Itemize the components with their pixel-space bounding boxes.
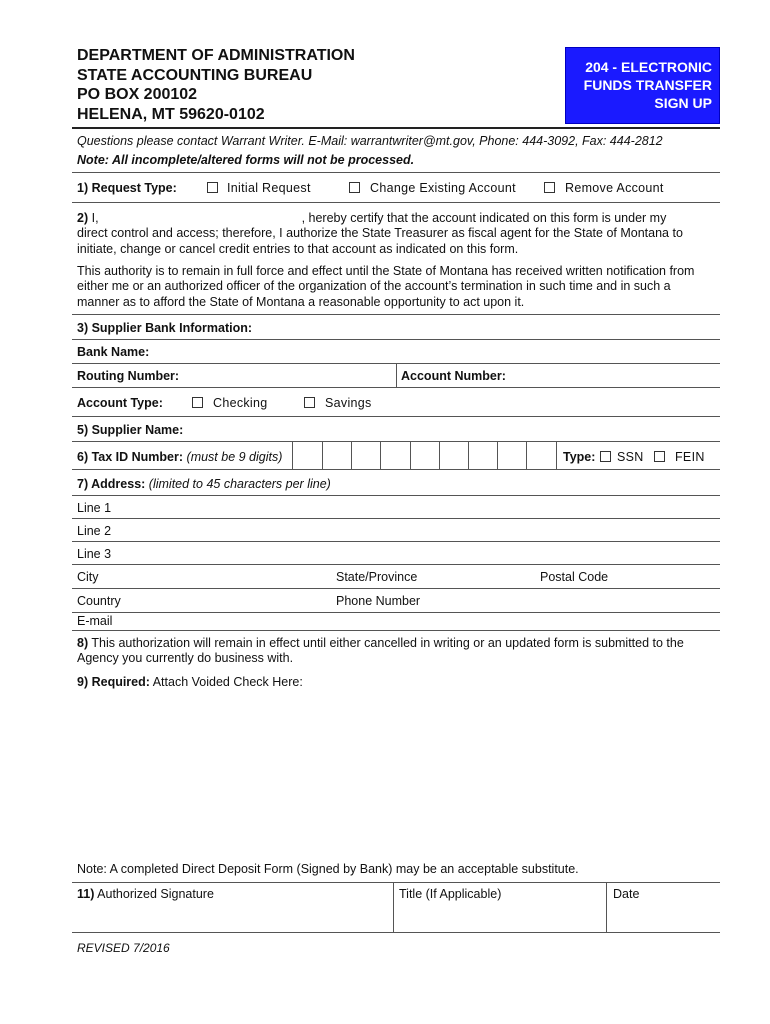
divider [606,882,607,932]
authorization-line1: This authorization will remain in effect until either cancelled in writing or an updated form is submitted to the [88,636,684,650]
incomplete-note: Note: All incomplete/altered forms will not be processed. [77,153,415,167]
divider [72,387,720,388]
tax-id-hint: (must be 9 digits) [186,450,283,464]
header-divider [72,127,720,129]
tax-id-digit-cell[interactable] [497,441,498,469]
title-field[interactable] [399,905,599,930]
certification-line1: , hereby certify that the account indicated on this form is under my [301,211,667,225]
certification-paragraph [77,211,717,257]
divider [72,202,720,203]
phone-number-label: Phone Number [336,594,421,608]
tax-id-digit-cell[interactable] [292,441,293,469]
required-text: Attach Voided Check Here: [149,675,303,689]
signature-number: 11) [77,887,95,901]
change-account-checkbox[interactable] [349,182,360,193]
checking-label: Checking [213,396,268,410]
remove-account-checkbox[interactable] [544,182,555,193]
address-label-group [77,477,331,491]
supplier-name-label: 5) Supplier Name: [77,423,184,437]
change-account-label: Change Existing Account [370,181,516,195]
divider [72,441,720,442]
authorization-number: 8) [77,636,89,650]
required-label: 9) Required: [77,675,150,689]
savings-checkbox[interactable] [304,397,315,408]
contact-info: Questions please contact Warrant Writer. E-Mail: warrantwriter@mt.gov, Phone: 444-3092, Fax: 444-2812 [77,134,663,148]
certification-line2: direct control and access; therefore, I authorize the State Treasurer as fiscal agent for the State of Montana to [77,226,683,241]
authority-line: either me or an authorized officer of the organization of the account’s termination in such time and in such a [77,279,671,294]
address-label: 7) Address: [77,477,146,491]
email-label: E-mail [77,614,113,628]
divider [72,630,720,631]
divider [72,932,720,933]
remove-account-label: Remove Account [565,181,664,195]
signature-field[interactable] [77,905,387,930]
tax-id-digit-cell[interactable] [556,441,557,469]
authority-line: This authority is to remain in full force and effect until the State of Montana has received written notification from [77,264,695,278]
address-line2-label: Line 2 [77,524,112,538]
savings-label: Savings [325,396,372,410]
divider [72,882,720,883]
certification-prefix: I, [91,211,99,225]
title-label: Title (If Applicable) [399,887,502,901]
fein-checkbox[interactable] [654,451,665,462]
postal-code-label: Postal Code [540,570,609,584]
address-line3-field[interactable] [120,542,715,564]
form-title-line: SIGN UP [654,95,712,111]
tax-id-label: 6) Tax ID Number: [77,450,184,464]
account-number-label: Account Number: [401,369,506,383]
account-type-label: Account Type: [77,396,163,410]
form-title-line: 204 - ELECTRONIC [585,59,712,75]
form-title-line: FUNDS TRANSFER [583,77,712,93]
agency-line: HELENA, MT 59620-0102 [77,105,265,123]
divider [393,882,394,932]
bank-section-label: 3) Supplier Bank Information: [77,321,253,335]
form-title-box [565,47,720,124]
tax-id-digit-cell[interactable] [351,441,352,469]
authority-paragraph [77,264,717,310]
address-line1-label: Line 1 [77,501,112,515]
divider [72,314,720,315]
certification-number: 2) [77,211,89,225]
country-label: Country [77,594,121,608]
divider [72,612,720,613]
signature-label: Authorized Signature [94,887,214,901]
authorization-line2: Agency you currently do business with. [77,651,294,666]
address-line1-field[interactable] [120,496,715,518]
address-line2-field[interactable] [120,519,715,541]
divider [72,469,720,470]
authorization-paragraph [77,636,717,667]
tax-id-digit-cell[interactable] [322,441,323,469]
bank-name-field[interactable] [160,340,715,362]
initial-request-label: Initial Request [227,181,311,195]
initial-request-checkbox[interactable] [207,182,218,193]
routing-number-field[interactable] [185,364,390,386]
agency-line: DEPARTMENT OF ADMINISTRATION [77,47,355,64]
bank-name-label: Bank Name: [77,345,150,359]
certification-line3: initiate, change or cancel credit entries to that account as indicated on this form. [77,241,519,256]
divider [396,363,397,387]
tax-id-digit-cell[interactable] [526,441,527,469]
state-province-label: State/Province [336,570,418,584]
authority-line: manner as to afford the State of Montana a reasonable opportunity to act upon it. [77,294,525,309]
signature-label-group [77,887,214,901]
divider [72,588,720,589]
tax-type-label: Type: [563,450,596,464]
tax-id-label-group [77,450,282,464]
agency-line: STATE ACCOUNTING BUREAU [77,66,313,84]
checking-checkbox[interactable] [192,397,203,408]
fein-label: FEIN [675,450,705,464]
routing-number-label: Routing Number: [77,369,180,383]
divider [72,564,720,565]
voided-check-area[interactable] [77,695,717,855]
tax-id-digit-cell[interactable] [380,441,381,469]
tax-id-digit-cell[interactable] [410,441,411,469]
supplier-name-field[interactable] [190,418,715,440]
account-number-field[interactable] [515,364,715,386]
tax-id-digit-cell[interactable] [439,441,440,469]
ssn-checkbox[interactable] [600,451,611,462]
divider [72,172,720,173]
revision-date: REVISED 7/2016 [77,941,170,955]
date-field[interactable] [613,905,715,930]
agency-address [77,46,355,124]
date-label: Date [613,887,640,901]
ssn-label: SSN [617,450,644,464]
divider [72,416,720,417]
address-hint: (limited to 45 characters per line) [148,477,331,491]
address-line3-label: Line 3 [77,547,112,561]
voided-check-label-group [77,675,303,689]
request-type-label: 1) Request Type: [77,181,177,195]
substitute-note: Note: A completed Direct Deposit Form (Signed by Bank) may be an acceptable substitute. [77,862,579,876]
city-label: City [77,570,99,584]
agency-line: PO BOX 200102 [77,86,198,103]
tax-id-digit-cell[interactable] [468,441,469,469]
